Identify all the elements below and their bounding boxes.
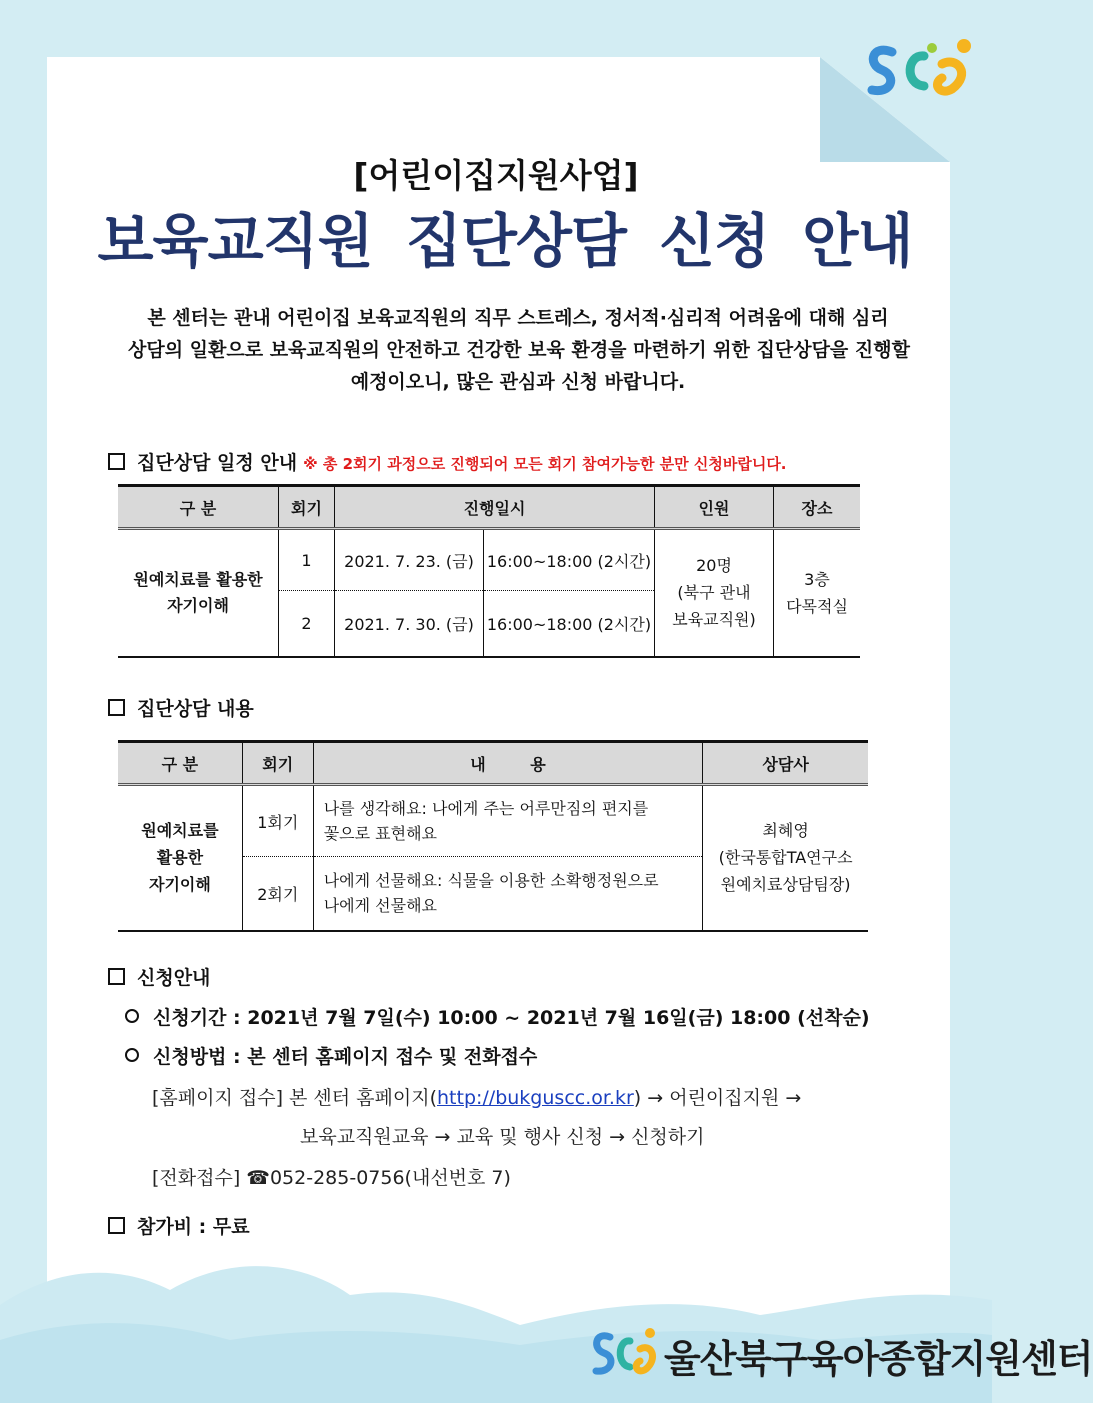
- bullet-circle-icon: [125, 1009, 139, 1023]
- category-line: 자기이해: [167, 595, 229, 615]
- date-cell: 2021. 7. 30. (금): [335, 591, 484, 657]
- content-cell: [313, 857, 702, 931]
- page-subtitle: [어린이집지원사업]: [353, 156, 639, 195]
- web-apply-line: [152, 1083, 801, 1110]
- time-cell: 16:00~18:00 (2시간): [484, 591, 655, 657]
- web-apply-suffix: ) → 어린이집지원 →: [633, 1087, 802, 1109]
- content-line: 나를 생각해요: 나에게 주는 어루만짐의 편지를: [323, 799, 649, 818]
- contents-header: 회기: [242, 742, 313, 785]
- schedule-header: 회기: [279, 486, 335, 529]
- intro-paragraph: [128, 302, 908, 398]
- schedule-table: [118, 484, 860, 658]
- content-line: 나에게 선물해요: 식물을 이용한 소확행정원으로: [323, 871, 659, 891]
- place-cell: [774, 529, 861, 657]
- apply-period: [125, 1003, 870, 1030]
- checkbox-icon: [108, 1217, 125, 1234]
- phone-number: 052-285-0756(내선번호 7): [269, 1167, 511, 1189]
- session-cell: 1회기: [242, 785, 313, 857]
- session-cell: 2: [279, 591, 335, 657]
- phone-apply-prefix: [전화접수]: [152, 1167, 247, 1189]
- counselor-line: (한국통합TA연구소: [718, 848, 853, 868]
- contents-header: 상담사: [703, 742, 868, 785]
- schedule-header: 구 분: [118, 486, 279, 529]
- table-row: [118, 785, 868, 857]
- table-row: [118, 529, 860, 591]
- checkbox-icon: [108, 968, 125, 985]
- phone-apply-line: [152, 1163, 511, 1190]
- session-cell: 2회기: [242, 857, 313, 931]
- checkbox-icon: [108, 699, 125, 716]
- contents-header: 내 용: [313, 742, 702, 785]
- apply-heading-text: 신청안내: [137, 967, 211, 989]
- counselor-line: 최혜영: [762, 821, 809, 841]
- intro-line: 본 센터는 관내 어린이집 보육교직원의 직무 스트레스, 정서적·심리적 어려움에 대해 심리: [147, 307, 889, 329]
- web-apply-prefix: [홈페이지 접수] 본 센터 홈페이지(: [152, 1087, 437, 1109]
- apply-section-heading: [108, 963, 210, 990]
- session-cell: 1: [279, 529, 335, 591]
- date-cell: 2021. 7. 23. (금): [335, 529, 484, 591]
- people-line: 보육교직원): [672, 610, 756, 630]
- schedule-note: ※ 총 2회기 과정으로 진행되어 모든 회기 참여가능한 분만 신청바랍니다.: [303, 455, 787, 473]
- category-line: 자기이해: [148, 875, 211, 895]
- time-cell: 16:00~18:00 (2시간): [484, 529, 655, 591]
- contents-category: [118, 785, 242, 931]
- center-logo-icon: [862, 34, 982, 104]
- schedule-section-heading: [108, 448, 787, 475]
- intro-line: 예정이오니, 많은 관심과 신청 바랍니다.: [350, 371, 686, 393]
- contents-heading-text: 집단상담 내용: [137, 698, 254, 720]
- checkbox-icon: [108, 453, 125, 470]
- category-line: 원예치료를: [141, 821, 219, 841]
- apply-period-text: 신청기간 : 2021년 7월 7일(수) 10:00 ~ 2021년 7월 16일(금) 18:00 (선착순): [153, 1007, 870, 1029]
- bullet-circle-icon: [125, 1048, 139, 1062]
- homepage-link[interactable]: http://bukguscc.or.kr: [437, 1087, 634, 1109]
- contents-table: [118, 740, 868, 932]
- intro-line: 상담의 일환으로 보육교직원의 안전하고 건강한 보육 환경을 마련하기 위한 집단상담을 진행할: [128, 339, 910, 361]
- content-line: 나에게 선물해요: [323, 896, 437, 916]
- schedule-header: 인원: [655, 486, 774, 529]
- contents-section-heading: [108, 694, 254, 721]
- apply-method: [125, 1042, 537, 1069]
- place-line: 3층: [804, 569, 830, 589]
- content-cell: [313, 785, 702, 857]
- contents-header: 구 분: [118, 742, 242, 785]
- content-line: 꽃으로 표현해요: [323, 824, 437, 843]
- category-line: 활용한: [156, 848, 204, 868]
- category-line: 원예치료를 활용한: [133, 569, 263, 589]
- schedule-category: [118, 529, 279, 657]
- counselor-line: 원예치료상담팀장): [720, 875, 851, 895]
- people-line: (북구 관내: [677, 583, 751, 603]
- footer-org-name: 울산북구육아종합지원센터: [664, 1337, 1093, 1381]
- people-line: 20명: [696, 556, 732, 576]
- page-title: 보육교직원 집단상담 신청 안내: [97, 207, 913, 275]
- counselor-cell: [703, 785, 868, 931]
- place-line: 다목적실: [786, 596, 848, 616]
- phone-icon: ☎: [246, 1167, 270, 1189]
- people-cell: [655, 529, 774, 657]
- schedule-header: 장소: [774, 486, 861, 529]
- schedule-header: 진행일시: [335, 486, 655, 529]
- fee-heading-text: 참가비 : 무료: [137, 1216, 250, 1238]
- fee-section-heading: [108, 1212, 250, 1239]
- footer-logo-icon: [590, 1323, 660, 1388]
- schedule-heading-text: 집단상담 일정 안내: [137, 452, 298, 474]
- apply-method-text: 신청방법 : 본 센터 홈페이지 접수 및 전화접수: [153, 1046, 538, 1068]
- web-apply-line2: 보육교직원교육 → 교육 및 행사 신청 → 신청하기: [300, 1126, 705, 1148]
